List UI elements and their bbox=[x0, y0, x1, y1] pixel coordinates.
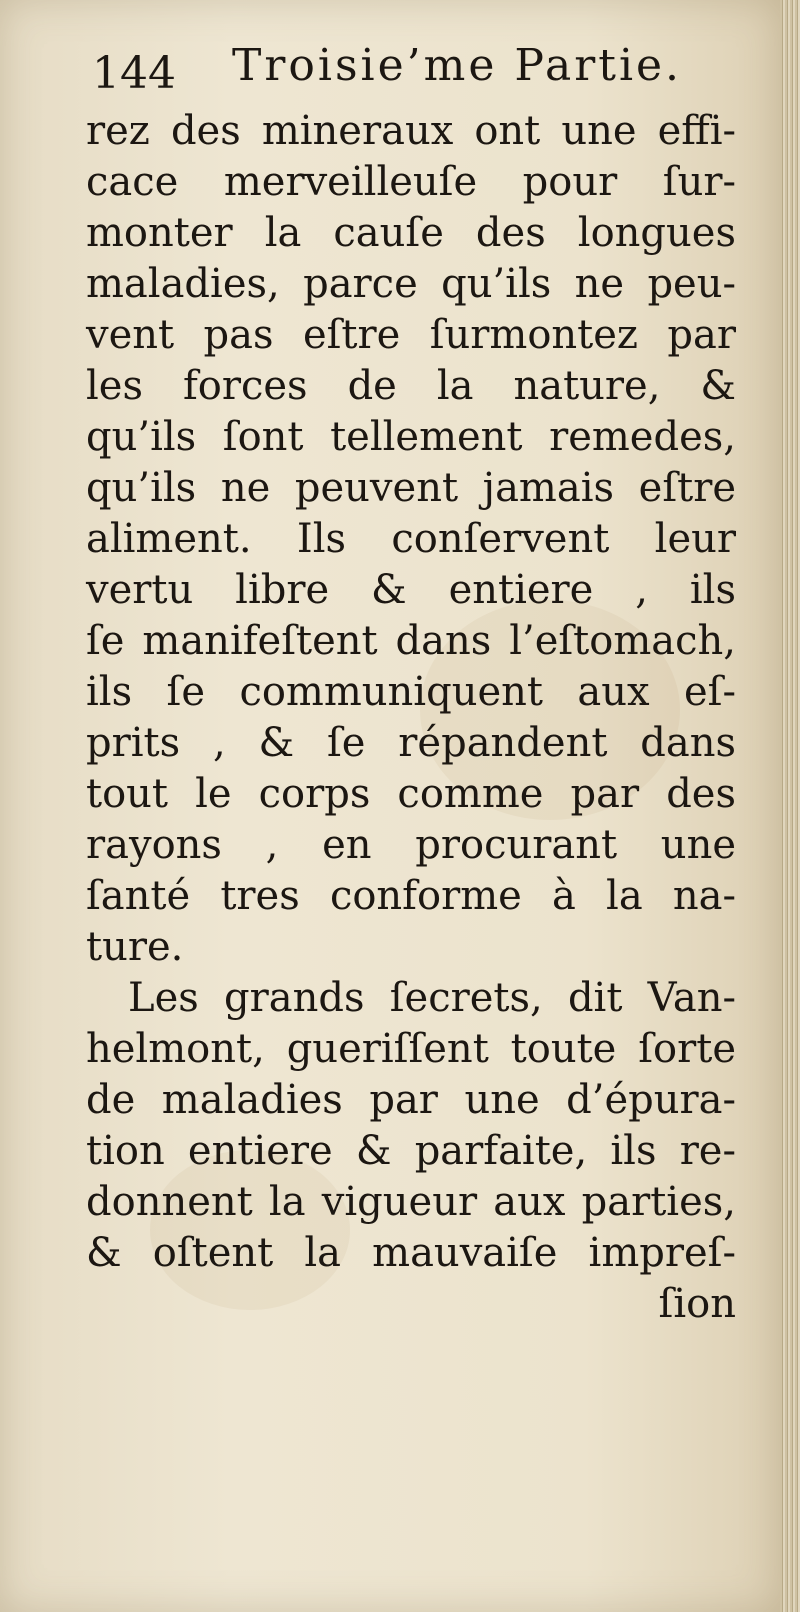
catchword: ſion bbox=[658, 1281, 736, 1327]
text-line: maladies, parce qu’ils ne peu- bbox=[86, 261, 736, 307]
text-line: donnent la vigueur aux parties, bbox=[86, 1179, 736, 1225]
text-line: qu’ils ſont tellement remedes, bbox=[86, 414, 736, 460]
text-line: de maladies par une d’épura- bbox=[86, 1077, 736, 1123]
text-line: ils ſe communiquent aux eſ- bbox=[86, 669, 736, 715]
text-line: les forces de la nature, & bbox=[86, 363, 736, 409]
text-line: vertu libre & entiere , ils bbox=[86, 567, 736, 613]
text-line: aliment. Ils conſervent leur bbox=[86, 516, 736, 562]
text-line: tion entiere & parfaite, ils re- bbox=[86, 1128, 736, 1174]
text-line: ture. bbox=[86, 924, 184, 970]
text-line: monter la cauſe des longues bbox=[86, 210, 736, 256]
text-line: ſanté tres conforme à la na- bbox=[86, 873, 736, 919]
text-line: rayons , en procurant une bbox=[86, 822, 736, 868]
text-line: tout le corps comme par des bbox=[86, 771, 736, 817]
text-line: helmont, gueriſſent toute ſorte bbox=[86, 1026, 736, 1072]
text-line: Les grands ſecrets, dit Van- bbox=[128, 975, 736, 1021]
page-fore-edge bbox=[780, 0, 800, 1612]
body-text bbox=[86, 106, 736, 1330]
text-line: vent pas eſtre ſurmontez par bbox=[86, 312, 736, 358]
page-number: 144 bbox=[92, 48, 176, 99]
text-line: & oſtent la mauvaiſe impreſ- bbox=[86, 1230, 736, 1276]
text-line: prits , & ſe répandent dans bbox=[86, 720, 736, 766]
running-head: Troisie’me Partie. bbox=[232, 40, 683, 91]
page-header bbox=[92, 40, 732, 106]
text-line: qu’ils ne peuvent jamais eſtre bbox=[86, 465, 736, 511]
text-line: ſe manifeſtent dans l’eſtomach, bbox=[86, 618, 736, 664]
text-line: cace merveilleuſe pour ſur- bbox=[86, 159, 736, 205]
text-line: rez des mineraux ont une effi- bbox=[86, 108, 736, 154]
